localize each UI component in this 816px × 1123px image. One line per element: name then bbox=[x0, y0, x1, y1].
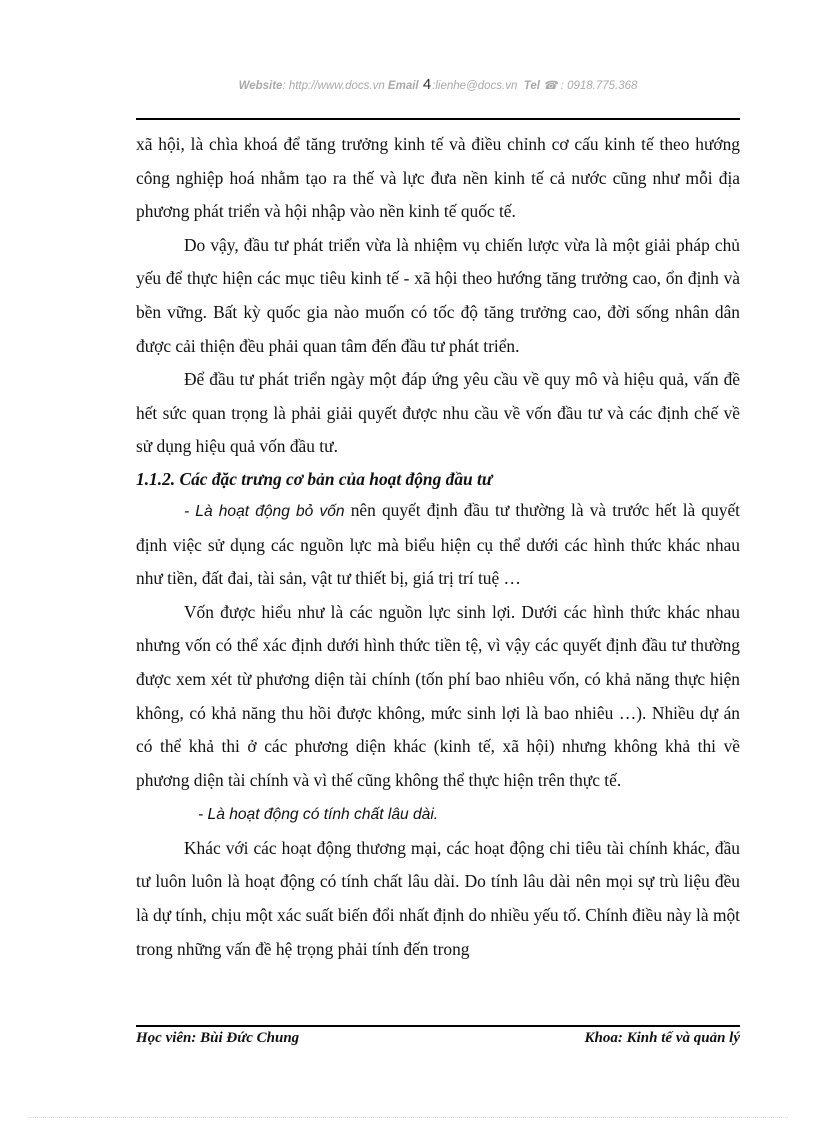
page-bottom-dotted-line bbox=[28, 1117, 788, 1118]
website-label: Website bbox=[238, 80, 283, 92]
paragraph-3: Để đầu tư phát triển ngày một đáp ứng yêu cầu về quy mô và hiệu quả, vấn đề hết sức quan trọng là phải giải quyết được nhu cầu về vốn đầu tư và các định chế về sử dụng hiệu quả vốn đầu tư. bbox=[136, 369, 740, 457]
section-heading: 1.1.2. Các đặc trưng cơ bản của hoạt động đầu tư bbox=[136, 468, 493, 489]
footer-faculty: Khoa: Kinh tế và quản lý bbox=[584, 1030, 740, 1046]
email-label: Email bbox=[387, 80, 419, 92]
header-rule bbox=[136, 118, 740, 120]
page-header bbox=[136, 76, 740, 93]
page-number: 4 bbox=[422, 76, 432, 93]
paragraph-6-italic: - Là hoạt động có tính chất lâu dài. bbox=[198, 806, 439, 824]
footer-rule bbox=[136, 1025, 740, 1027]
website-url[interactable]: : http://www.docs.vn bbox=[282, 80, 385, 92]
paragraph-2: Do vậy, đầu tư phát triển vừa là nhiệm vụ chiến lược vừa là một giải pháp chủ yếu để thực hiện các mục tiêu kinh tế - xã hội theo hướng tăng trưởng cao, ổn định và bền vững. Bất kỳ quốc gia nào muốn có tốc độ tăng trưởng cao, đời sống nhân dân được cải thiện đều phải quan tâm đến đầu tư phát triển. bbox=[136, 234, 740, 356]
paragraph-5: Vốn được hiểu như là các nguồn lực sinh lợi. Dưới các hình thức khác nhau nhưng vốn có thể xác định dưới hình thức tiền tệ, vì vậy các quyết định đầu tư thường được xem xét từ phương diện tài chính (tốn phí bao nhiêu vốn, có khả năng thực hiện không, có khả năng thu hồi được không, mức sinh lợi là bao nhiêu …). Nhiều dự án có thể khả thi ở các phương diện khác (kinh tế, xã hội) nhưng không khả thi về phương diện tài chính và vì thế cũng không thể thực hiện trên thực tế. bbox=[136, 601, 740, 790]
paragraph-1: xã hội, là chìa khoá để tăng trưởng kinh tế và điều chỉnh cơ cấu kinh tế theo hướng công nghiệp hoá nhằm tạo ra thế và lực đưa nền kinh tế cả nước cũng như mỗi địa phương phát triển và hội nhập vào nền kinh tế quốc tế. bbox=[136, 134, 740, 222]
page-footer bbox=[136, 1030, 740, 1047]
tel-label: Tel bbox=[523, 80, 540, 92]
email-address[interactable]: :lienhe@docs.vn bbox=[432, 80, 518, 92]
paragraph-6 bbox=[136, 797, 740, 832]
footer-student: Học viên: Bùi Đức Chung bbox=[136, 1030, 300, 1046]
paragraph-7: Khác với các hoạt động thương mại, các hoạt động chi tiêu tài chính khác, đầu tư luôn luôn là hoạt động có tính chất lâu dài. Do tính lâu dài nên mọi sự trù liệu đều là dự tính, chịu một xác suất biến đổi nhất định do nhiều yếu tố. Chính điều này là một trong những vấn đề hệ trọng phải tính đến trong bbox=[136, 837, 740, 959]
tel-value: ☎ : 0918.775.368 bbox=[543, 80, 638, 92]
document-body bbox=[136, 128, 740, 966]
paragraph-4-text: nên quyết định đầu tư thường là và trước hết là quyết định việc sử dụng các nguồn lực mà biểu hiện cụ thể dưới các hình thức khác nhau như tiền, đất đai, tài sản, vật tư thiết bị, giá trị trí tuệ … bbox=[136, 499, 740, 589]
paragraph-4-italic: - Là hoạt động bỏ vốn bbox=[184, 502, 345, 520]
paragraph-4 bbox=[136, 494, 740, 596]
